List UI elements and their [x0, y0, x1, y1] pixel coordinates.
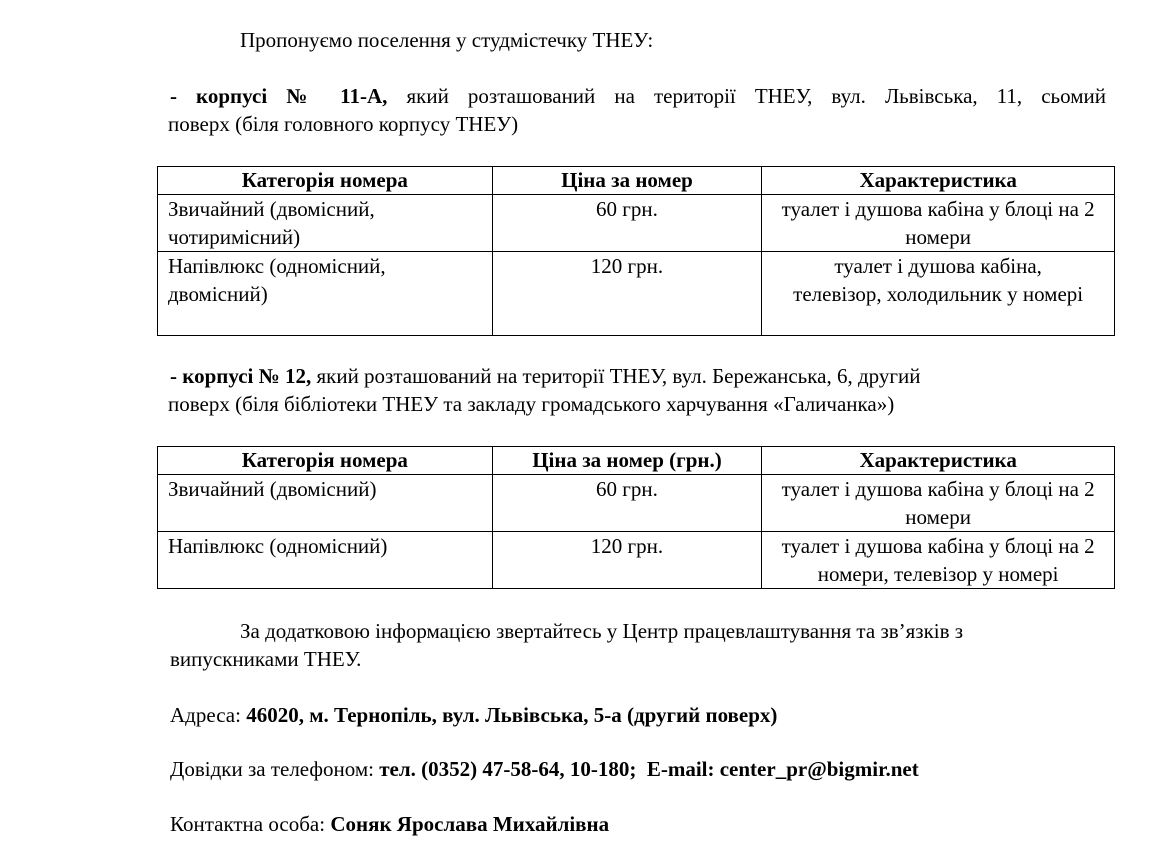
cell-category: Звичайний (двомісний) [158, 475, 493, 532]
header-category: Категорія номера [158, 167, 493, 195]
cell-feature: туалет і душова кабіна у блоці на 2 номери, телевізор у номері [762, 532, 1115, 589]
info-line2: випускниками ТНЕУ. [170, 647, 362, 671]
building2-description: який розташований на території ТНЕУ, вул. Бережанська, 6, другий [316, 364, 921, 388]
cell-price: 120 грн. [492, 532, 762, 589]
cell-price: 60 грн. [492, 195, 762, 252]
table-building2 [157, 446, 1115, 589]
building2-line1 [170, 362, 1070, 390]
building2-prefix: - корпусі № 12, [170, 364, 312, 388]
header-price: Ціна за номер [492, 167, 762, 195]
cell-price: 60 грн. [492, 475, 762, 532]
contact-label: Контактна особа: [170, 812, 326, 836]
building1-line2: поверх (біля головного корпусу ТНЕУ) [168, 112, 519, 136]
table-row [158, 195, 1115, 252]
cell-category: Звичайний (двомісний, чотиримісний) [158, 195, 493, 252]
cell-feature: туалет і душова кабіна, телевізор, холодильник у номері [762, 252, 1115, 336]
building2-line2: поверх (біля бібліотеки ТНЕУ та закладу громадського харчування «Галичанка») [168, 392, 895, 416]
building1-description: який розташований на території ТНЕУ, вул. Львівська, 11, сьомий [406, 84, 1106, 108]
cell-feature: туалет і душова кабіна у блоці на 2 номери [762, 475, 1115, 532]
contact-line [170, 810, 609, 838]
contact-value: Соняк Ярослава Михайлівна [330, 812, 610, 836]
header-category: Категорія номера [158, 447, 493, 475]
table-row [158, 532, 1115, 589]
table-header-row [158, 167, 1115, 195]
cell-feature: туалет і душова кабіна у блоці на 2 номери [762, 195, 1115, 252]
header-feature: Характеристика [762, 167, 1115, 195]
cell-category: Напівлюкс (одномісний, двомісний) [158, 252, 493, 336]
phone-line [170, 755, 919, 783]
address-label: Адреса: [170, 703, 241, 727]
table-row [158, 252, 1115, 336]
address-value: 46020, м. Тернопіль, вул. Львівська, 5-а (другий поверх) [246, 703, 778, 727]
phone-label: Довідки за телефоном: [170, 757, 374, 781]
phone-value: тел. (0352) 47-58-64, 10-180; E-mail: center_pr@bigmir.net [379, 757, 919, 781]
address-line [170, 701, 777, 729]
table-header-row [158, 447, 1115, 475]
intro-text: Пропонуємо поселення у студмістечку ТНЕУ: [240, 28, 654, 52]
building1-line1 [170, 82, 1106, 110]
building1-prefix: - корпусі № 11-А, [170, 84, 388, 108]
cell-price: 120 грн. [492, 252, 762, 336]
header-price: Ціна за номер (грн.) [492, 447, 762, 475]
table-row [158, 475, 1115, 532]
table-building1 [157, 166, 1115, 336]
header-feature: Характеристика [762, 447, 1115, 475]
info-line1: За додатковою інформацією звертайтесь у Центр працевлаштування та зв’язків з [240, 619, 964, 643]
cell-category: Напівлюкс (одномісний) [158, 532, 493, 589]
